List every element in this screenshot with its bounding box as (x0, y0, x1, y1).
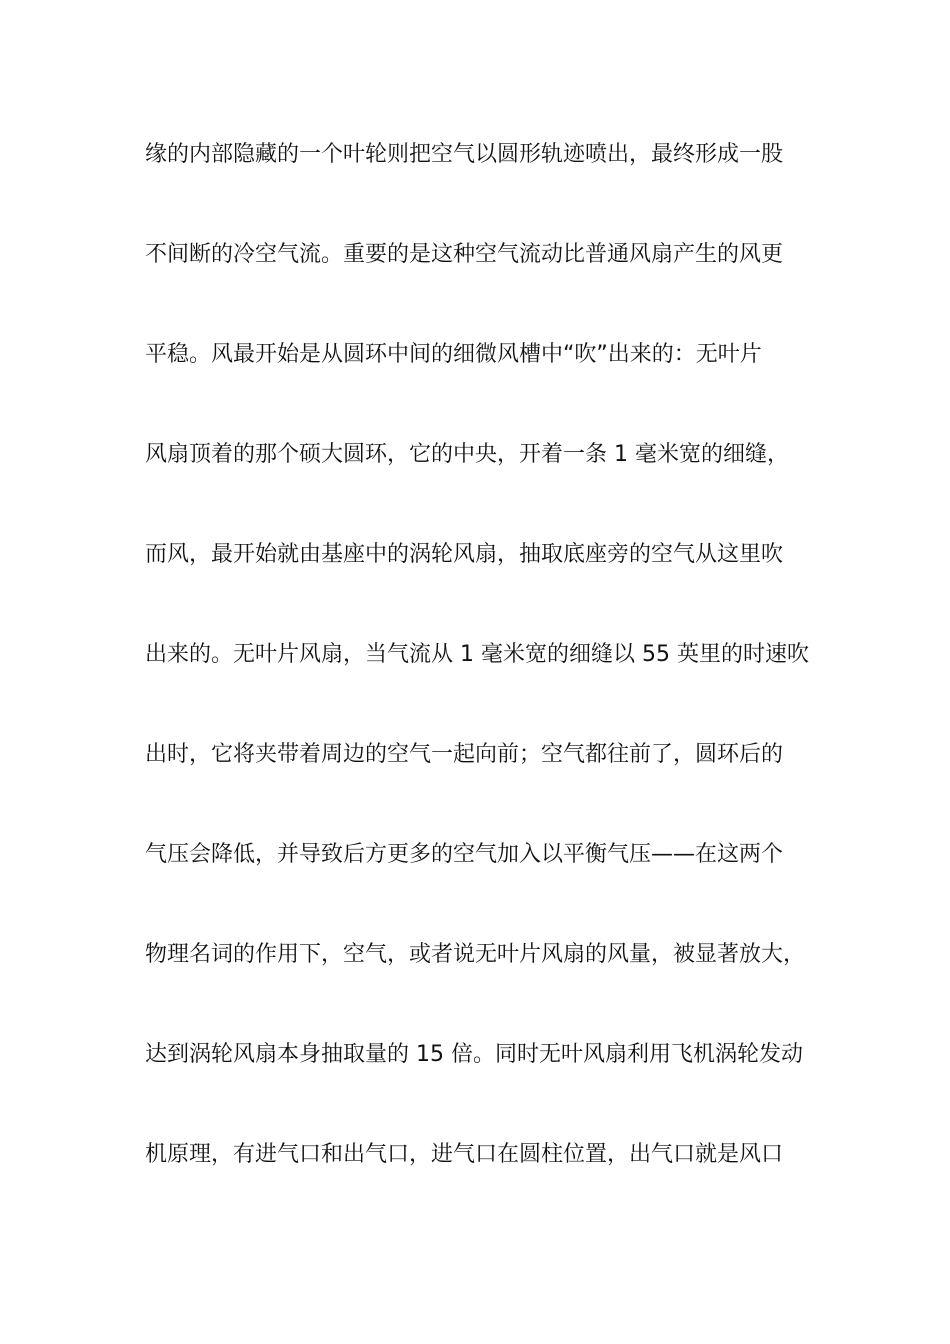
text-line-5: 而风，最开始就由基座中的涡轮风扇，抽取底座旁的空气从这里吹 (145, 542, 784, 567)
text-line-3: 平稳。风最开始是从圆环中间的细微风槽中“吹”出来的：无叶片 (145, 342, 762, 367)
text-line-1: 缘的内部隐藏的一个叶轮则把空气以圆形轨迹喷出，最终形成一股 (145, 142, 784, 167)
text-line-9: 物理名词的作用下，空气，或者说无叶片风扇的风量，被显著放大， (145, 942, 806, 967)
text-line-10: 达到涡轮风扇本身抽取量的 15 倍。同时无叶风扇利用飞机涡轮发动 (145, 1042, 803, 1067)
text-line-4: 风扇顶着的那个硕大圆环，它的中央，开着一条 1 毫米宽的细缝， (145, 442, 789, 467)
text-line-11: 机原理，有进气口和出气口，进气口在圆柱位置，出气口就是风口 (145, 1142, 784, 1167)
text-line-6: 出来的。无叶片风扇，当气流从 1 毫米宽的细缝以 55 英里的时速吹 (145, 642, 809, 667)
text-line-2: 不间断的冷空气流。重要的是这种空气流动比普通风扇产生的风更 (145, 242, 784, 267)
text-line-8: 气压会降低，并导致后方更多的空气加入以平衡气压——在这两个 (145, 842, 784, 867)
text-line-7: 出时，它将夹带着周边的空气一起向前；空气都往前了，圆环后的 (145, 742, 784, 767)
body-text (145, 130, 825, 1230)
